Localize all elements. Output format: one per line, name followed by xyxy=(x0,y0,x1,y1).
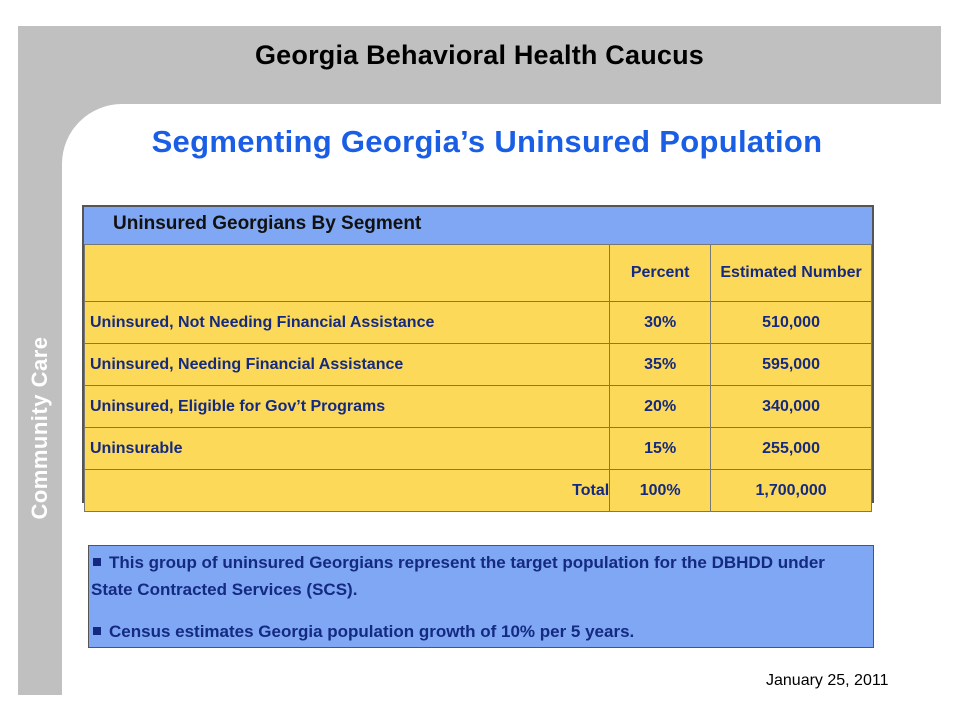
total-number: 1,700,000 xyxy=(711,470,872,512)
footer-date: January 25, 2011 xyxy=(766,672,889,689)
row-percent: 15% xyxy=(610,428,711,470)
row-number: 255,000 xyxy=(711,428,872,470)
table-title: Uninsured Georgians By Segment xyxy=(113,213,422,234)
row-percent: 35% xyxy=(610,344,711,386)
table-total-row xyxy=(85,470,872,512)
table-grid xyxy=(84,244,872,512)
table-row xyxy=(85,428,872,470)
segment-table xyxy=(82,205,874,503)
row-number: 595,000 xyxy=(711,344,872,386)
row-segment: Uninsured, Eligible for Gov’t Programs xyxy=(85,386,610,428)
column-header-percent: Percent xyxy=(610,245,711,302)
table-title-bar xyxy=(84,207,872,245)
column-header-segment xyxy=(85,245,610,302)
row-segment: Uninsured, Needing Financial Assistance xyxy=(85,344,610,386)
sidebar-label: Community Care xyxy=(27,336,52,520)
column-header-number: Estimated Number xyxy=(711,245,872,302)
table-row xyxy=(85,302,872,344)
header-title: Georgia Behavioral Health Caucus xyxy=(254,40,705,70)
note-text-1: This group of uninsured Georgians represent the target population for the DBHDD under State Contracted Services (SCS). xyxy=(91,553,825,599)
note-text-2: Census estimates Georgia population growth of 10% per 5 years. xyxy=(109,622,635,641)
total-label: Total xyxy=(85,470,610,512)
note-bullet-1 xyxy=(91,549,871,603)
row-percent: 30% xyxy=(610,302,711,344)
square-bullet-icon xyxy=(93,627,101,635)
table-header-row xyxy=(85,245,872,302)
row-number: 510,000 xyxy=(711,302,872,344)
row-segment: Uninsurable xyxy=(85,428,610,470)
square-bullet-icon xyxy=(93,558,101,566)
row-number: 340,000 xyxy=(711,386,872,428)
row-segment: Uninsured, Not Needing Financial Assistance xyxy=(85,302,610,344)
notes-box xyxy=(88,545,874,648)
page-title: Segmenting Georgia’s Uninsured Population xyxy=(151,124,823,159)
note-bullet-2 xyxy=(91,618,871,645)
table-row xyxy=(85,386,872,428)
table-row xyxy=(85,344,872,386)
row-percent: 20% xyxy=(610,386,711,428)
total-percent: 100% xyxy=(610,470,711,512)
